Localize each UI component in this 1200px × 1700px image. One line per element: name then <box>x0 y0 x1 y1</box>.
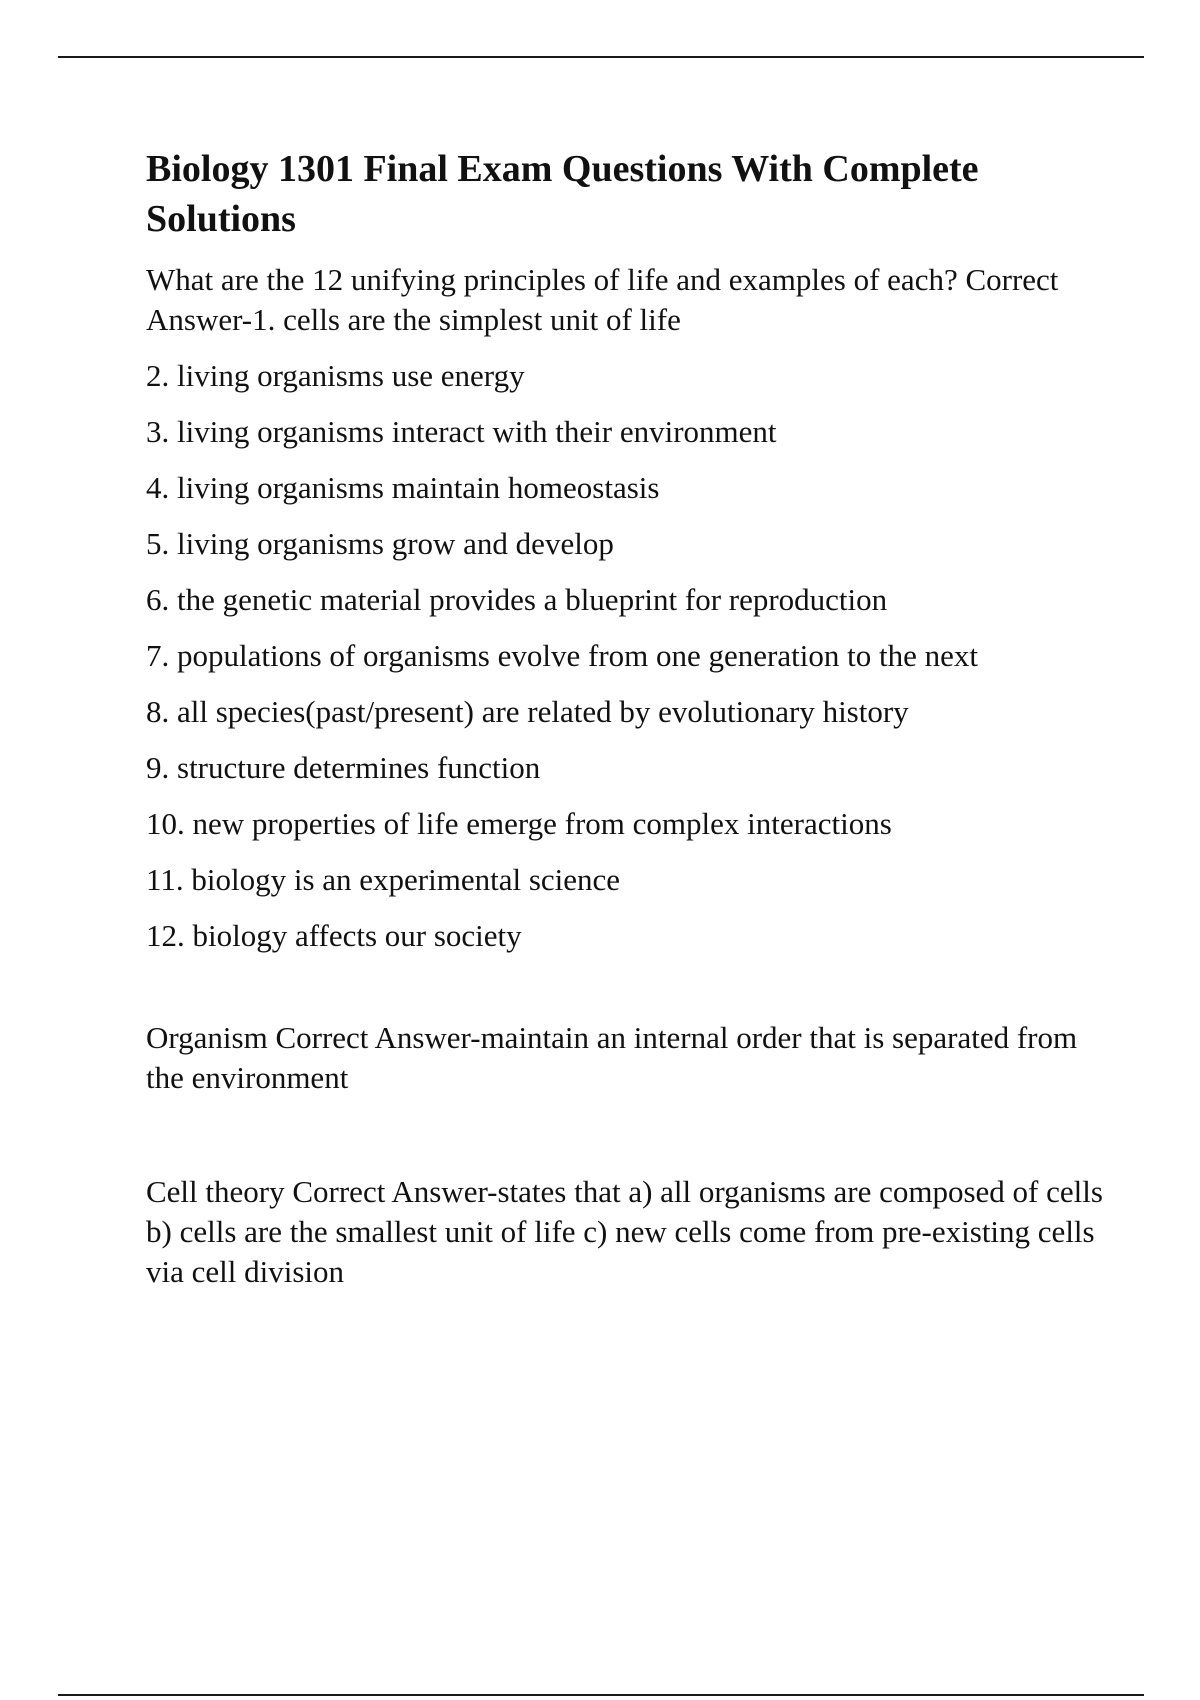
list-item: 11. biology is an experimental science <box>146 862 621 897</box>
footer-rule <box>58 1694 1144 1696</box>
question-2: Organism Correct Answer-maintain an internal order that is separated from the environment <box>146 1020 1078 1095</box>
document-body <box>146 144 1106 1292</box>
list-item: 6. the genetic material provides a blueprint for reproduction <box>146 582 888 617</box>
header-rule <box>58 56 1144 58</box>
document-title: Biology 1301 Final Exam Questions With Complete Solutions <box>146 148 979 240</box>
question-3: Cell theory Correct Answer-states that a) all organisms are composed of cells b) cells are the smallest unit of life c) new cells come from pre-existing cells via cell division <box>146 1174 1103 1289</box>
list-item: 9. structure determines function <box>146 750 541 785</box>
question-1-prompt: What are the 12 unifying principles of life and examples of each? Correct Answer-1. cells are the simplest unit of life <box>146 262 1059 337</box>
list-item: 2. living organisms use energy <box>146 358 525 393</box>
list-item: 7. populations of organisms evolve from one generation to the next <box>146 638 978 673</box>
list-item: 12. biology affects our society <box>146 918 522 953</box>
list-item: 5. living organisms grow and develop <box>146 526 614 561</box>
list-item: 3. living organisms interact with their environment <box>146 414 777 449</box>
list-item: 4. living organisms maintain homeostasis <box>146 470 660 505</box>
list-item: 8. all species(past/present) are related by evolutionary history <box>146 694 909 729</box>
principles-list <box>146 356 1106 956</box>
list-item: 10. new properties of life emerge from complex interactions <box>146 806 892 841</box>
